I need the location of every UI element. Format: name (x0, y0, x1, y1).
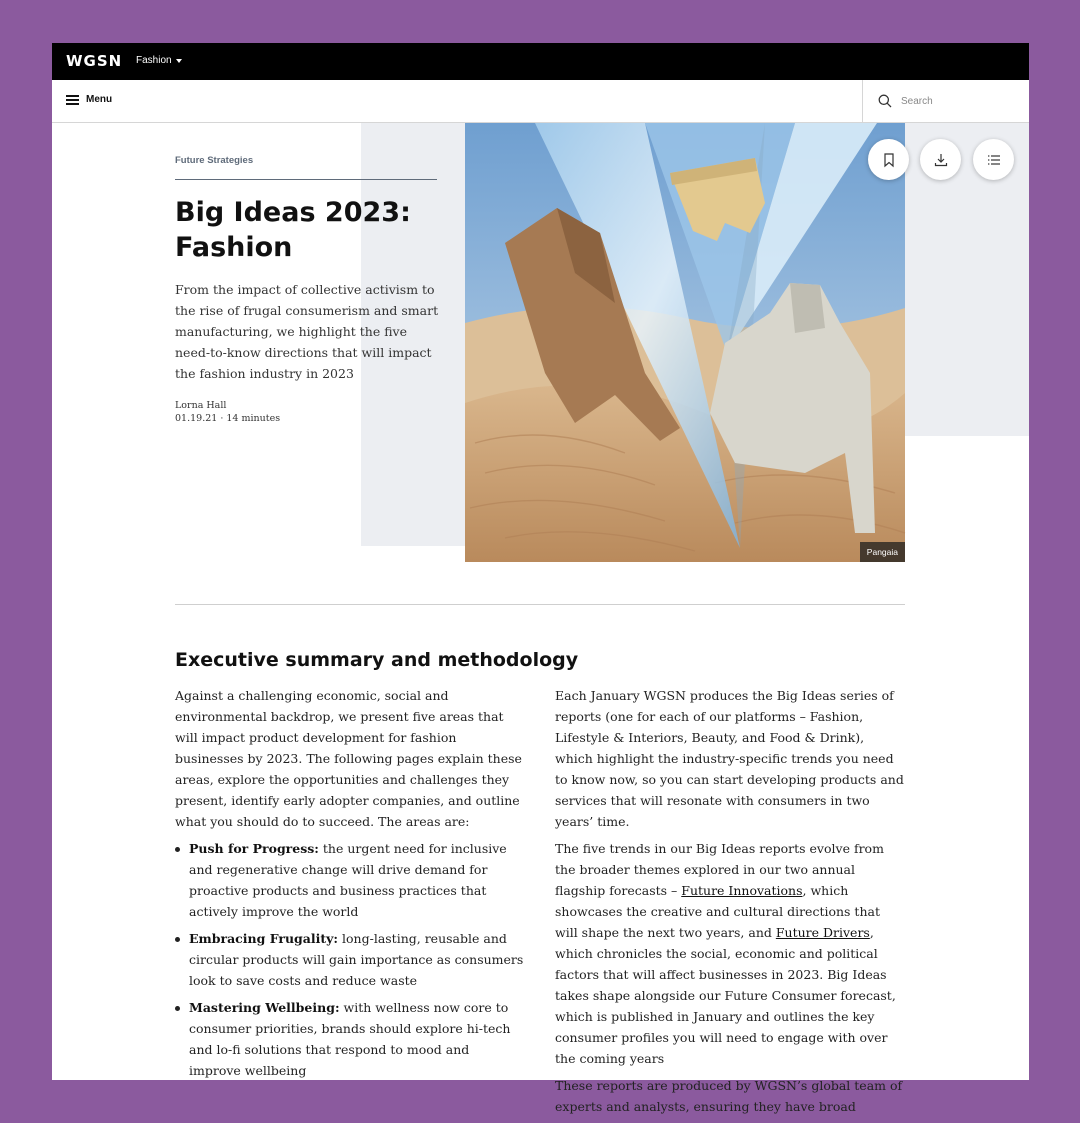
download-icon (934, 153, 948, 167)
bookmark-button[interactable] (868, 139, 909, 180)
hero-image (465, 123, 905, 562)
article-lede: From the impact of collective activism to the rise of frugal consumerism and smart manufacturing, we highlight the five need-to-know directions that will impact the fashion industry in 2023 (175, 282, 439, 381)
trend-text: long-lasting, reusable and circular products will gain importance as consumers look to save costs and reduce waste (189, 931, 524, 988)
section-divider (175, 604, 905, 605)
trend-list (175, 838, 525, 1081)
top-bar (52, 43, 1029, 80)
future-innovations-link[interactable]: Future Innovations (681, 883, 803, 898)
trend-text: with wellness now core to consumer priorities, brands should explore hi-tech and lo-fi solutions that respond to mood and improve wellbeing (189, 1000, 511, 1078)
future-drivers-link[interactable]: Future Drivers (775, 925, 870, 940)
list-item (175, 838, 525, 922)
search-icon (878, 94, 892, 108)
hamburger-icon (66, 95, 79, 104)
platform-selector[interactable] (136, 55, 182, 66)
platform-label: Fashion (136, 55, 172, 66)
menu-label: Menu (86, 94, 113, 105)
summary-right-column (555, 685, 905, 1123)
trend-term: Push for Progress: (189, 841, 319, 856)
paragraph-text: The five trends in our Big Ideas reports evolve from the broader themes explored in our two annual flagship forecasts – (555, 841, 884, 898)
menu-button[interactable] (66, 94, 112, 105)
hero-image-art (465, 123, 905, 562)
author-name: Lorna Hall (175, 400, 227, 411)
list-icon (987, 154, 1001, 166)
wgsn-logo[interactable]: WGSN (66, 52, 123, 70)
page-title: Big Ideas 2023: Fashion (175, 197, 411, 263)
methodology-paragraph-2 (555, 838, 905, 1069)
trend-term: Mastering Wellbeing: (189, 1000, 340, 1015)
paragraph-text: , which chronicles the social, economic and political factors that will affect businesses in 2023. Big Ideas takes shape alongside our Future Consumer forecast, which is published in January and outlines the key consumer profiles you will need to engage with over the coming years (555, 925, 896, 1066)
download-button[interactable] (920, 139, 961, 180)
summary-left-column (175, 685, 525, 1087)
nav-bar (52, 80, 1029, 123)
article-category[interactable]: Future Strategies (175, 155, 254, 166)
paragraph-text: , which showcases the creative and cultural directions that will shape the next two years, and (555, 883, 880, 940)
bookmark-icon (883, 153, 895, 167)
methodology-paragraph-1: Each January WGSN produces the Big Ideas series of reports (one for each of our platforms – Fashion, Lifestyle & Interiors, Beauty, and Food & Drink), which highlight the industry-specific trends you need to know now, so you can start developing products and services that will resonate with consumers in two years’ time. (555, 688, 904, 829)
search-input[interactable] (901, 96, 1011, 107)
contents-button[interactable] (973, 139, 1014, 180)
trend-text: the urgent need for inclusive and regenerative change will drive demand for proactive products and business practices that actively improve the world (189, 841, 507, 919)
browser-window (52, 43, 1029, 1114)
methodology-paragraph-3: These reports are produced by WGSN’s global team of experts and analysts, ensuring they have broad (555, 1078, 903, 1114)
section-heading: Executive summary and methodology (175, 649, 579, 671)
list-item (175, 997, 525, 1081)
article-meta: 01.19.21 · 14 minutes (175, 413, 281, 424)
summary-intro: Against a challenging economic, social and environmental backdrop, we present five areas that will impact product development for fashion businesses by 2023. The following pages explain these areas, explore the opportunities and challenges they present, identify early adopter companies, and outline what you should do to succeed. The areas are: (175, 688, 522, 829)
article-byline (175, 399, 280, 425)
category-rule (175, 179, 437, 180)
list-item (175, 928, 525, 991)
image-caption: Pangaia (860, 542, 905, 562)
search-box[interactable] (862, 80, 1029, 122)
caret-down-icon (176, 59, 182, 63)
trend-term: Embracing Frugality: (189, 931, 339, 946)
